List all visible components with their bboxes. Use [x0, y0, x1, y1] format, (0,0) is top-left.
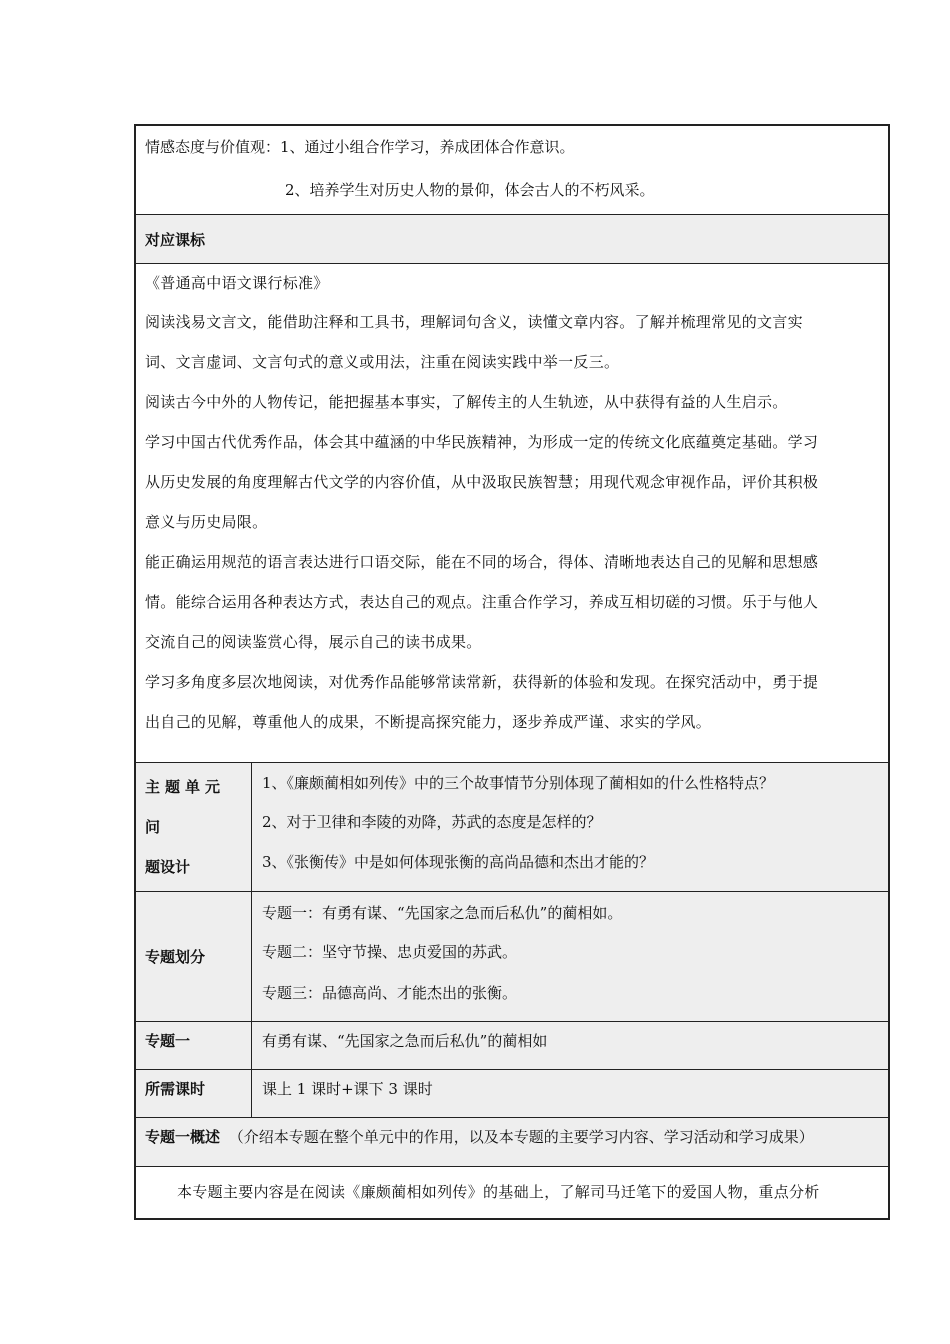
theme-questions-label-line-1: 主题单元问	[145, 778, 226, 836]
standard-p3b: 从历史发展的角度理解古代文学的内容价值，从中汲取民族智慧；用现代观念审视作品，评价其积极	[145, 473, 819, 491]
topic-division-row	[136, 891, 888, 1021]
standard-p5b: 出自己的见解，尊重他人的成果，不断提高探究能力，逐步养成严谨、求实的学风。	[145, 713, 712, 731]
topic-division-value	[252, 892, 888, 1021]
standard-p2: 阅读古今中外的人物传记，能把握基本事实，了解传主的人生轨迹，从中获得有益的人生启示。	[145, 393, 788, 411]
standard-body-row	[136, 263, 888, 762]
standard-p1b: 词、文言虚词、文言句式的意义或用法，注重在阅读实践中举一反三。	[145, 353, 620, 371]
standard-p1a: 阅读浅易文言文，能借助注释和工具书，理解词句含义，读懂文章内容。了解并梳理常见的文言实	[145, 313, 803, 331]
topic-one-value: 有勇有谋、“先国家之急而后私仇”的蔺相如	[262, 1032, 548, 1050]
topic-one-row	[136, 1021, 888, 1069]
standard-p3c: 意义与历史局限。	[145, 513, 268, 531]
overview-header-row	[136, 1117, 888, 1166]
standard-p3a: 学习中国古代优秀作品，体会其中蕴涵的中华民族精神，为形成一定的传统文化底蕴奠定基础。学习	[145, 433, 819, 451]
question-3: 3、《张衡传》中是如何体现张衡的高尚品德和杰出才能的？	[262, 853, 655, 871]
standard-header-row	[136, 214, 888, 263]
hours-label: 所需课时	[136, 1070, 252, 1117]
overview-body-row	[136, 1166, 888, 1218]
hours-row	[136, 1069, 888, 1117]
standard-body-cell	[136, 264, 888, 762]
overview-note: （介绍本专题在整个单元中的作用，以及本专题的主要学习内容、学习活动和学习成果）	[228, 1128, 814, 1146]
standard-p4b: 情。能综合运用各种表达方式，表达自己的观点。注重合作学习，养成互相切磋的习惯。乐于与他人	[145, 593, 819, 611]
standard-p5a: 学习多角度多层次地阅读，对优秀作品能够常读常新，获得新的体验和发现。在探究活动中，勇于提	[145, 673, 819, 691]
topic-division-label: 专题划分	[136, 892, 252, 1021]
theme-questions-label	[136, 763, 252, 891]
theme-questions-label-line-2: 题设计	[145, 858, 191, 876]
standard-header-cell	[136, 215, 888, 263]
theme-questions-row	[136, 762, 888, 891]
question-1: 1、《廉颇蔺相如列传》中的三个故事情节分别体现了蔺相如的什么性格特点？	[262, 774, 775, 792]
topic-one-label: 专题一	[136, 1022, 252, 1069]
standard-p4a: 能正确运用规范的语言表达进行口语交际，能在不同的场合，得体、清晰地表达自己的见解和思想感	[145, 553, 819, 571]
overview-text: 本专题主要内容是在阅读《廉颇蔺相如列传》的基础上，了解司马迁笔下的爱国人物，重点分析	[177, 1183, 820, 1201]
emotion-line-1: 情感态度与价值观：1、通过小组合作学习，养成团体合作意识。	[145, 138, 575, 156]
hours-value: 课上 1 课时+课下 3 课时	[262, 1080, 433, 1098]
standard-p4c: 交流自己的阅读鉴赏心得，展示自己的读书成果。	[145, 633, 482, 651]
emotion-values-cell	[136, 126, 888, 214]
theme-questions-value	[252, 763, 888, 891]
standard-header: 对应课标	[145, 230, 206, 249]
overview-label: 专题一概述	[145, 1128, 221, 1146]
emotion-line-2: 2、培养学生对历史人物的景仰，体会古人的不朽风采。	[285, 181, 655, 199]
overview-header-line	[145, 1118, 879, 1156]
topic-item-3: 专题三：品德高尚、才能杰出的张衡。	[262, 984, 518, 1002]
topic-item-2: 专题二：坚守节操、忠贞爱国的苏武。	[262, 943, 518, 961]
question-2: 2、对于卫律和李陵的劝降，苏武的态度是怎样的？	[262, 813, 602, 831]
emotion-values-row	[136, 126, 888, 214]
topic-one-value-cell	[252, 1022, 888, 1069]
overview-header-cell	[136, 1118, 888, 1166]
standard-title: 《普通高中语文课行标准》	[145, 274, 329, 292]
lesson-plan-table	[134, 124, 890, 1220]
topic-item-1: 专题一：有勇有谋、“先国家之急而后私仇”的蔺相如。	[262, 904, 623, 922]
hours-value-cell	[252, 1070, 888, 1117]
overview-body-cell	[136, 1167, 888, 1218]
